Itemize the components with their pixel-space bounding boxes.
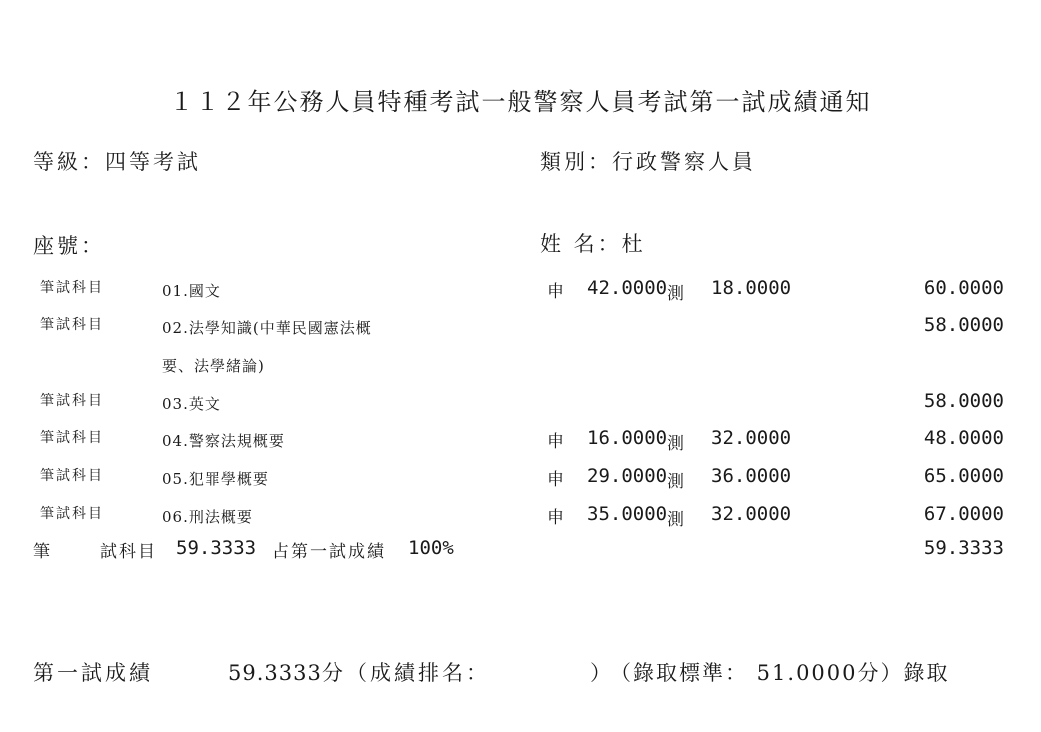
row-value2: 32.0000 <box>711 427 792 449</box>
row-value1: 42.0000 <box>587 277 668 299</box>
row-mark1: 申 <box>547 432 564 452</box>
summary-total: 59.3333 <box>923 537 1004 559</box>
row-score: 48.0000 <box>923 427 1004 449</box>
row-value2: 36.0000 <box>711 465 792 487</box>
row-score: 58.0000 <box>923 314 1004 336</box>
row-mark2: 測 <box>667 472 684 492</box>
row-type: 筆試科目 <box>40 317 104 333</box>
row-score: 67.0000 <box>923 503 1004 525</box>
summary-prefix: 筆 <box>33 542 50 562</box>
seat-number-label: 座號： <box>33 234 105 258</box>
grade-label: 等級：四等考試 <box>33 150 201 174</box>
row-value2: 32.0000 <box>711 503 792 525</box>
row-subject: 03.英文 <box>162 395 221 413</box>
row-type: 筆試科目 <box>40 430 104 446</box>
summary-value: 59.3333 <box>176 537 257 559</box>
category-label: 類別：行政警察人員 <box>540 150 756 174</box>
summary-text: 占第一試成績 <box>272 542 386 562</box>
row-mark2: 測 <box>667 434 684 454</box>
row-type: 筆試科目 <box>40 506 104 522</box>
row-score: 60.0000 <box>923 277 1004 299</box>
row-value1: 29.0000 <box>587 465 668 487</box>
row-value1: 35.0000 <box>587 503 668 525</box>
summary-label: 試科目 <box>100 542 157 562</box>
row-mark1: 申 <box>547 282 564 302</box>
row-score: 65.0000 <box>923 465 1004 487</box>
result-rank-open: （成績排名： <box>346 661 490 685</box>
row-type: 筆試科目 <box>40 280 104 296</box>
result-standard: （錄取標準： 51.0000分）錄取 <box>610 661 950 685</box>
row-score: 58.0000 <box>923 390 1004 412</box>
row-value1: 16.0000 <box>587 427 668 449</box>
row-mark1: 申 <box>547 508 564 528</box>
row-subject: 01.國文 <box>162 282 221 300</box>
row-subject: 06.刑法概要 <box>162 508 253 526</box>
name-label: 姓 名：杜 <box>540 232 646 256</box>
result-label: 第一試成績 <box>33 661 153 685</box>
row-type: 筆試科目 <box>40 468 104 484</box>
row-subject: 02.法學知識(中華民國憲法概 <box>162 319 372 337</box>
row-subject-continued: 要、法學緒論) <box>162 357 265 375</box>
summary-percent: 100% <box>408 537 454 559</box>
row-type: 筆試科目 <box>40 393 104 409</box>
row-subject: 05.犯罪學概要 <box>162 470 269 488</box>
page-title: １１２年公務人員特種考試一般警察人員考試第一試成績通知 <box>169 88 872 116</box>
row-value2: 18.0000 <box>711 277 792 299</box>
row-mark1: 申 <box>547 470 564 490</box>
result-score: 59.3333分 <box>228 661 344 685</box>
row-mark2: 測 <box>667 510 684 530</box>
row-mark2: 測 <box>667 284 684 304</box>
result-rank-close: ） <box>590 661 614 685</box>
row-subject: 04.警察法規概要 <box>162 432 285 450</box>
